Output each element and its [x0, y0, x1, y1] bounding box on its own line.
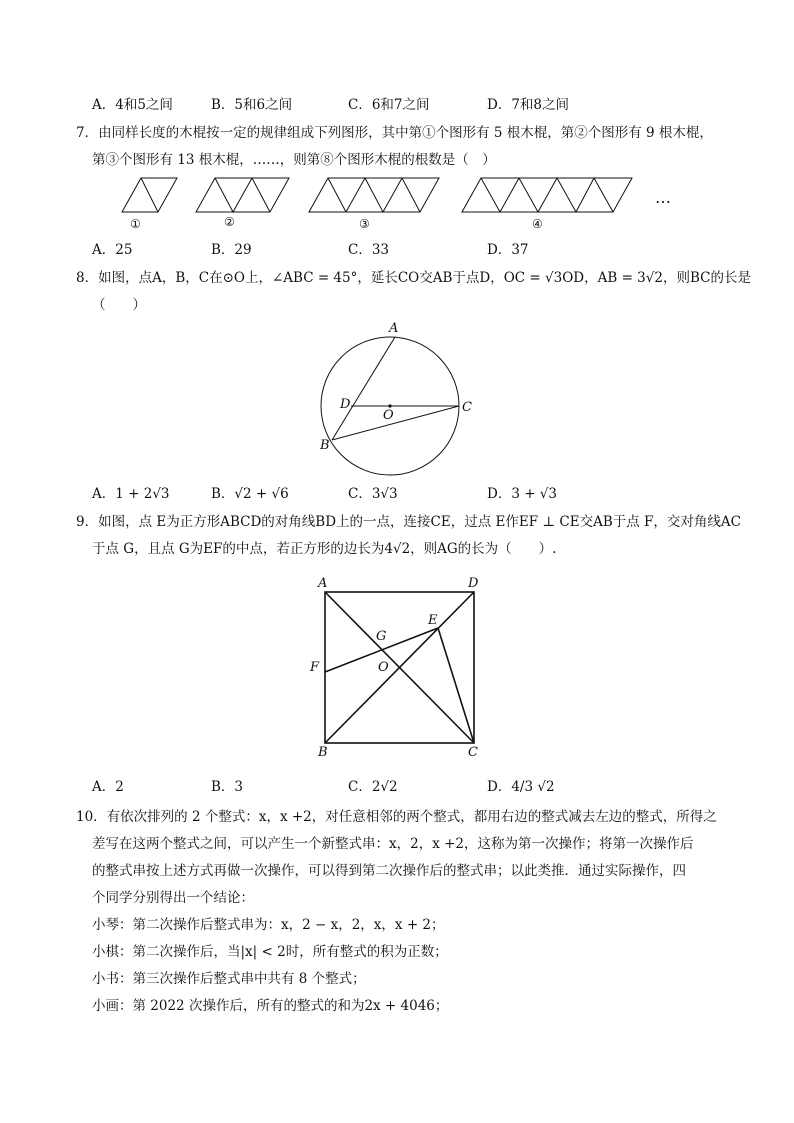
- q7-option-d: D．37: [487, 242, 529, 258]
- q9-label-b: B: [318, 745, 328, 760]
- q10-text-line1: 10．有依次排列的 2 个整式：x，x +2，对任意相邻的两个整式，都用右边的整式减去左边的整式，所得之: [76, 809, 717, 825]
- q8-option-c: C．3√3: [348, 486, 398, 502]
- q8-option-b: B．√2 + √6: [211, 486, 289, 502]
- q8-circle-figure: [310, 318, 490, 478]
- q8-text-line1: 8．如图，点A，B，C在⊙O上，∠ABC = 45°，延长CO交AB于点D，OC = √3OD，AB = 3√2，则BC的长是: [76, 270, 751, 286]
- q6-option-b: B．5和6之间: [211, 97, 293, 113]
- q10-conclusion-2: 小棋：第二次操作后，当|x| < 2时，所有整式的积为正数；: [92, 944, 448, 960]
- q9-label-e: E: [428, 613, 438, 628]
- q10-text-line3: 的整式串按上述方式再做一次操作，可以得到第二次操作后的整式串；以此类推．通过实际操作，四: [92, 863, 686, 879]
- q10-conclusion-3: 小书：第三次操作后整式串中共有 8 个整式；: [92, 971, 366, 987]
- q8-segment-ab: [332, 337, 395, 440]
- q9-label-a: A: [318, 576, 328, 591]
- q9-option-d: D．4/3 √2: [487, 779, 555, 795]
- q9-text-line2: 于点 G，且点 G为EF的中点，若正方形的边长为4√2，则AG的长为（ ）.: [92, 541, 557, 557]
- q9-label-c: C: [468, 745, 478, 760]
- q7-option-c: C．33: [348, 242, 390, 258]
- q10-conclusion-4: 小画：第 2022 次操作后，所有的整式的和为2x + 4046；: [92, 998, 449, 1014]
- q7-figure-label-4: ④: [532, 217, 543, 231]
- q7-figure-2: [196, 178, 289, 212]
- q10-conclusion-1: 小琴：第二次操作后整式串为：x，2 − x，2，x，x + 2；: [92, 917, 445, 933]
- q7-stick-figures: [100, 172, 700, 234]
- q6-option-c: C．6和7之间: [348, 97, 430, 113]
- q8-text-line2: （ ）: [92, 297, 146, 313]
- q7-figure-1: [122, 178, 177, 212]
- q9-square-figure: [300, 570, 500, 760]
- q8-label-b: B: [320, 438, 330, 453]
- q8-label-d: D: [340, 397, 351, 412]
- q10-text-line4: 个同学分别得出一个结论：: [92, 890, 254, 906]
- q7-figure-label-2: ②: [224, 215, 235, 229]
- q9-label-d: D: [468, 576, 479, 591]
- q7-figure-label-3: ③: [359, 217, 370, 231]
- q7-figure-3: [309, 178, 439, 212]
- q8-option-d: D．3 + √3: [487, 486, 557, 502]
- q9-label-f: F: [310, 660, 320, 675]
- q9-text-line1: 9．如图，点 E为正方形ABCD的对角线BD上的一点，连接CE，过点 E作EF ⊥ CE交AB于点 F，交对角线AC: [76, 514, 741, 530]
- q7-text-line1: 7．由同样长度的木棍按一定的规律组成下列图形，其中第①个图形有 5 根木棍，第②个图形有 9 根木棍，: [76, 125, 713, 141]
- q9-label-o: O: [378, 660, 389, 675]
- q10-text-line2: 差写在这两个整式之间，可以产生一个新整式串：x，2，x +2，这称为第一次操作；将第一次操作后: [92, 836, 694, 852]
- q7-figure-label-1: ①: [130, 217, 141, 231]
- q7-option-b: B．29: [211, 242, 252, 258]
- q9-option-b: B．3: [211, 779, 244, 795]
- q9-label-g: G: [376, 629, 387, 644]
- q8-option-a: A．1 + 2√3: [92, 486, 170, 502]
- q7-text-line2: 第③个图形有 13 根木棍，……，则第⑧个图形木棍的根数是（ ）: [92, 152, 496, 168]
- q8-label-c: C: [462, 400, 472, 415]
- q7-option-a: A．25: [92, 242, 133, 258]
- q9-option-a: A．2: [92, 779, 124, 795]
- q8-label-a: A: [389, 321, 399, 336]
- q7-figure-4: [462, 178, 632, 212]
- q7-ellipsis: …: [655, 188, 671, 207]
- q6-option-d: D．7和8之间: [487, 97, 570, 113]
- q8-segment-bc: [332, 406, 459, 440]
- q9-option-c: C．2√2: [348, 779, 398, 795]
- q8-label-o: O: [383, 408, 394, 423]
- q6-option-a: A．4和5之间: [92, 97, 173, 113]
